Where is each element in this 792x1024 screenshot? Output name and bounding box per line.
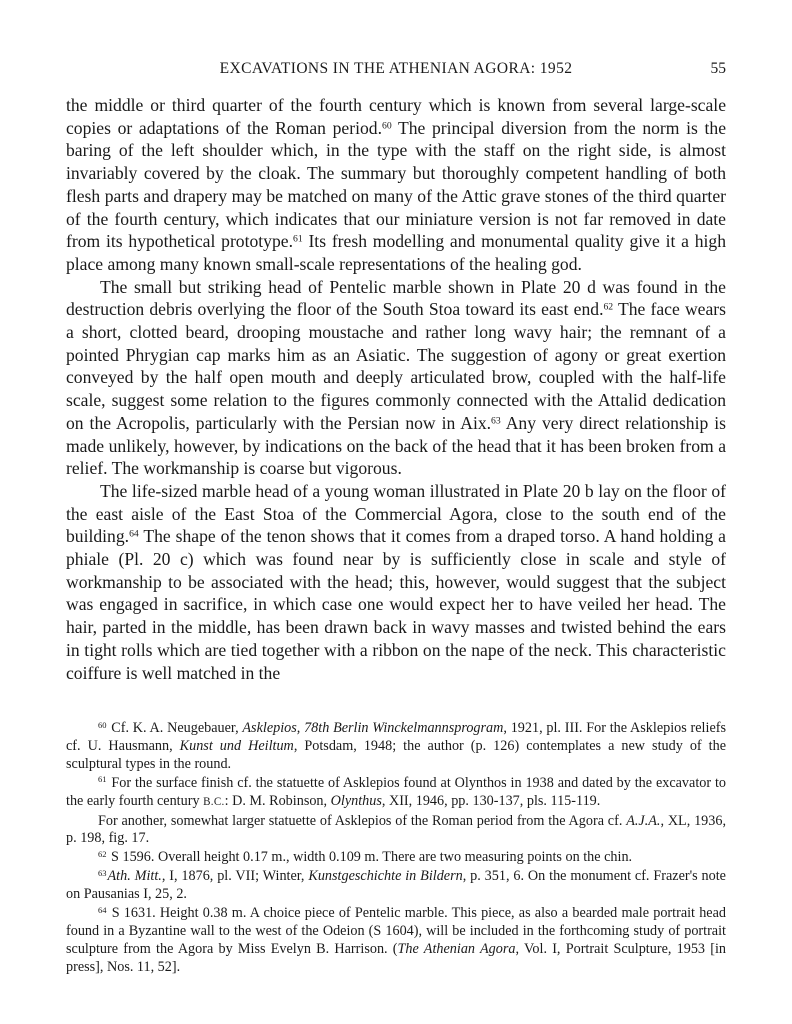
footnote-ref-64: 64 [129,529,139,541]
paragraph-3 [66,480,726,684]
footnote-ref-60: 60 [381,120,392,132]
text-run: Cf. K. A. Neugebauer, [107,720,243,736]
text-run: For another, somewhat larger statuette of Asklepios of the Roman period from the Agora cf. [98,812,627,829]
text-run: : D. M. Robinson, [224,792,331,809]
text-run: , XII, 1946, pp. 130-137, pls. 115-119. [381,792,601,809]
paragraph-1 [66,94,726,276]
footnote-62 [66,849,726,867]
citation-title: Ath. Mitt. [107,868,162,885]
citation-title: Kunstgeschichte in Bildern [308,868,463,885]
page-number: 55 [710,60,726,77]
text-run: the middle or third quarter of the fourth century which is known from several large-scale copies or adaptations of the Roman period. [66,95,726,138]
text-run: , XL, 1936, p. 198, fig. 17. [66,812,726,847]
text-run: Its fresh modelling and monumental quality give it a high place among many known small-scale representations of the healing god. [66,231,727,274]
footnote-number: 60 [98,719,107,730]
text-run: Any very direct relationship is made unlikely, however, by indications on the back of the head that it has been broken from a relief. The workmanship is coarse but vigorous. [66,412,726,479]
text-run: , Vol. I, Portrait Sculpture, 1953 [in press], Nos. 11, 52]. [66,940,727,975]
citation-title: Kunst und Heiltum [179,737,294,754]
text-run: The small but striking head of Pentelic marble shown in Plate 20 d was found in the destruction debris overlying the floor of the South Stoa toward its east end. [66,276,726,320]
footnote-number: 61 [98,774,107,785]
footnote-ref-61: 61 [292,233,303,245]
footnote-ref-63: 63 [491,415,501,427]
footnote-ref-62: 62 [603,302,614,314]
text-run: The face wears a short, clotted beard, drooping moustache and rather long wavy hair; the remnant of a pointed Phrygian cap marks him as an Asiatic. The suggestion of agony or great exertion conveyed by the half open mouth and deeply articulated brow, coupled with the half-life scale, suggest some relation to the figures commonly connected with the Attalid dedication on the Acropolis, particularly with the Persian now in Aix. [66,299,727,433]
footnote-64 [66,905,726,977]
footnote-61-continued [66,813,726,849]
footnote-63 [66,868,726,904]
citation-title: A.J.A. [626,812,661,829]
text-run: For the surface finish cf. the statuette of Asklepios found at Olynthos in 1938 and dated by the excavator to the early fourth century [66,774,726,809]
text-run: S 1596. Overall height 0.17 m., width 0.109 m. There are two measuring points on the chin. [107,849,633,866]
footnote-number: 62 [98,849,107,860]
footnote-number: 64 [98,904,107,915]
text-run: , p. 351, 6. On the monument cf. Frazer's note on Pausanias I, 25, 2. [66,868,726,903]
text-run: , I, 1876, pl. VII; Winter, [161,868,309,885]
text-run: , 1921, pl. III. For the Asklepios reliefs cf. U. Hausmann, [66,720,726,754]
text-run: , Potsdam, 1948; the author (p. 126) contemplates a new study of the sculptural types in the round. [66,737,726,772]
paragraph-2 [66,276,726,480]
citation-title: Olynthus [330,792,382,809]
running-title: EXCAVATIONS IN THE ATHENIAN AGORA: 1952 [219,60,573,77]
footnote-61 [66,775,726,812]
citation-title: Asklepios, 78th Berlin Winckelmannsprogram [242,720,504,736]
text-run: The life-sized marble head of a young woman illustrated in Plate 20 b lay on the floor of the east aisle of the East Stoa of the Commercial Agora, close to the south end of the building. [66,480,726,547]
text-run: S 1631. Height 0.38 m. A choice piece of Pentelic marble. This piece, as also a bearded male portrait head found in a Byzantine wall to the west of the Odeion (S 1604), will be included in the forthcoming study of portrait sculpture from the Agora by Miss Evelyn B. Harrison. ( [66,905,726,957]
text-run: The principal diversion from the norm is the baring of the left shoulder which, in the type with the staff on the right side, is almost invariably covered by the cloak. The summary but thoroughly competent handling of both flesh parts and drapery may be matched on many of the Attic grave stones of the third quarter of the fourth century, which indicates that our miniature version is not far removed in date from its hypothetical prototype. [66,117,727,252]
footnotes [66,720,726,977]
page-header [66,60,726,82]
era-abbrev: B.C. [203,795,225,808]
footnote-number: 63 [98,868,107,878]
footnote-60 [66,720,726,774]
body-text [66,94,726,684]
text-run: The shape of the tenon shows that it comes from a draped torso. A hand holding a phiale (Pl. 20 c) which was found near by is sufficiently close in scale and style of workmanship to be associated with the head; this, however, would suggest that the subject was engaged in sacrifice, in which case one would expect her to have veiled her head. The hair, parted in the middle, has been drawn back in wavy masses and twisted behind the ears in tight rolls which are tied together with a ribbon on the nape of the neck. This characteristic coiffure is well matched in the [66,526,726,683]
citation-title: The Athenian Agora [397,940,516,957]
